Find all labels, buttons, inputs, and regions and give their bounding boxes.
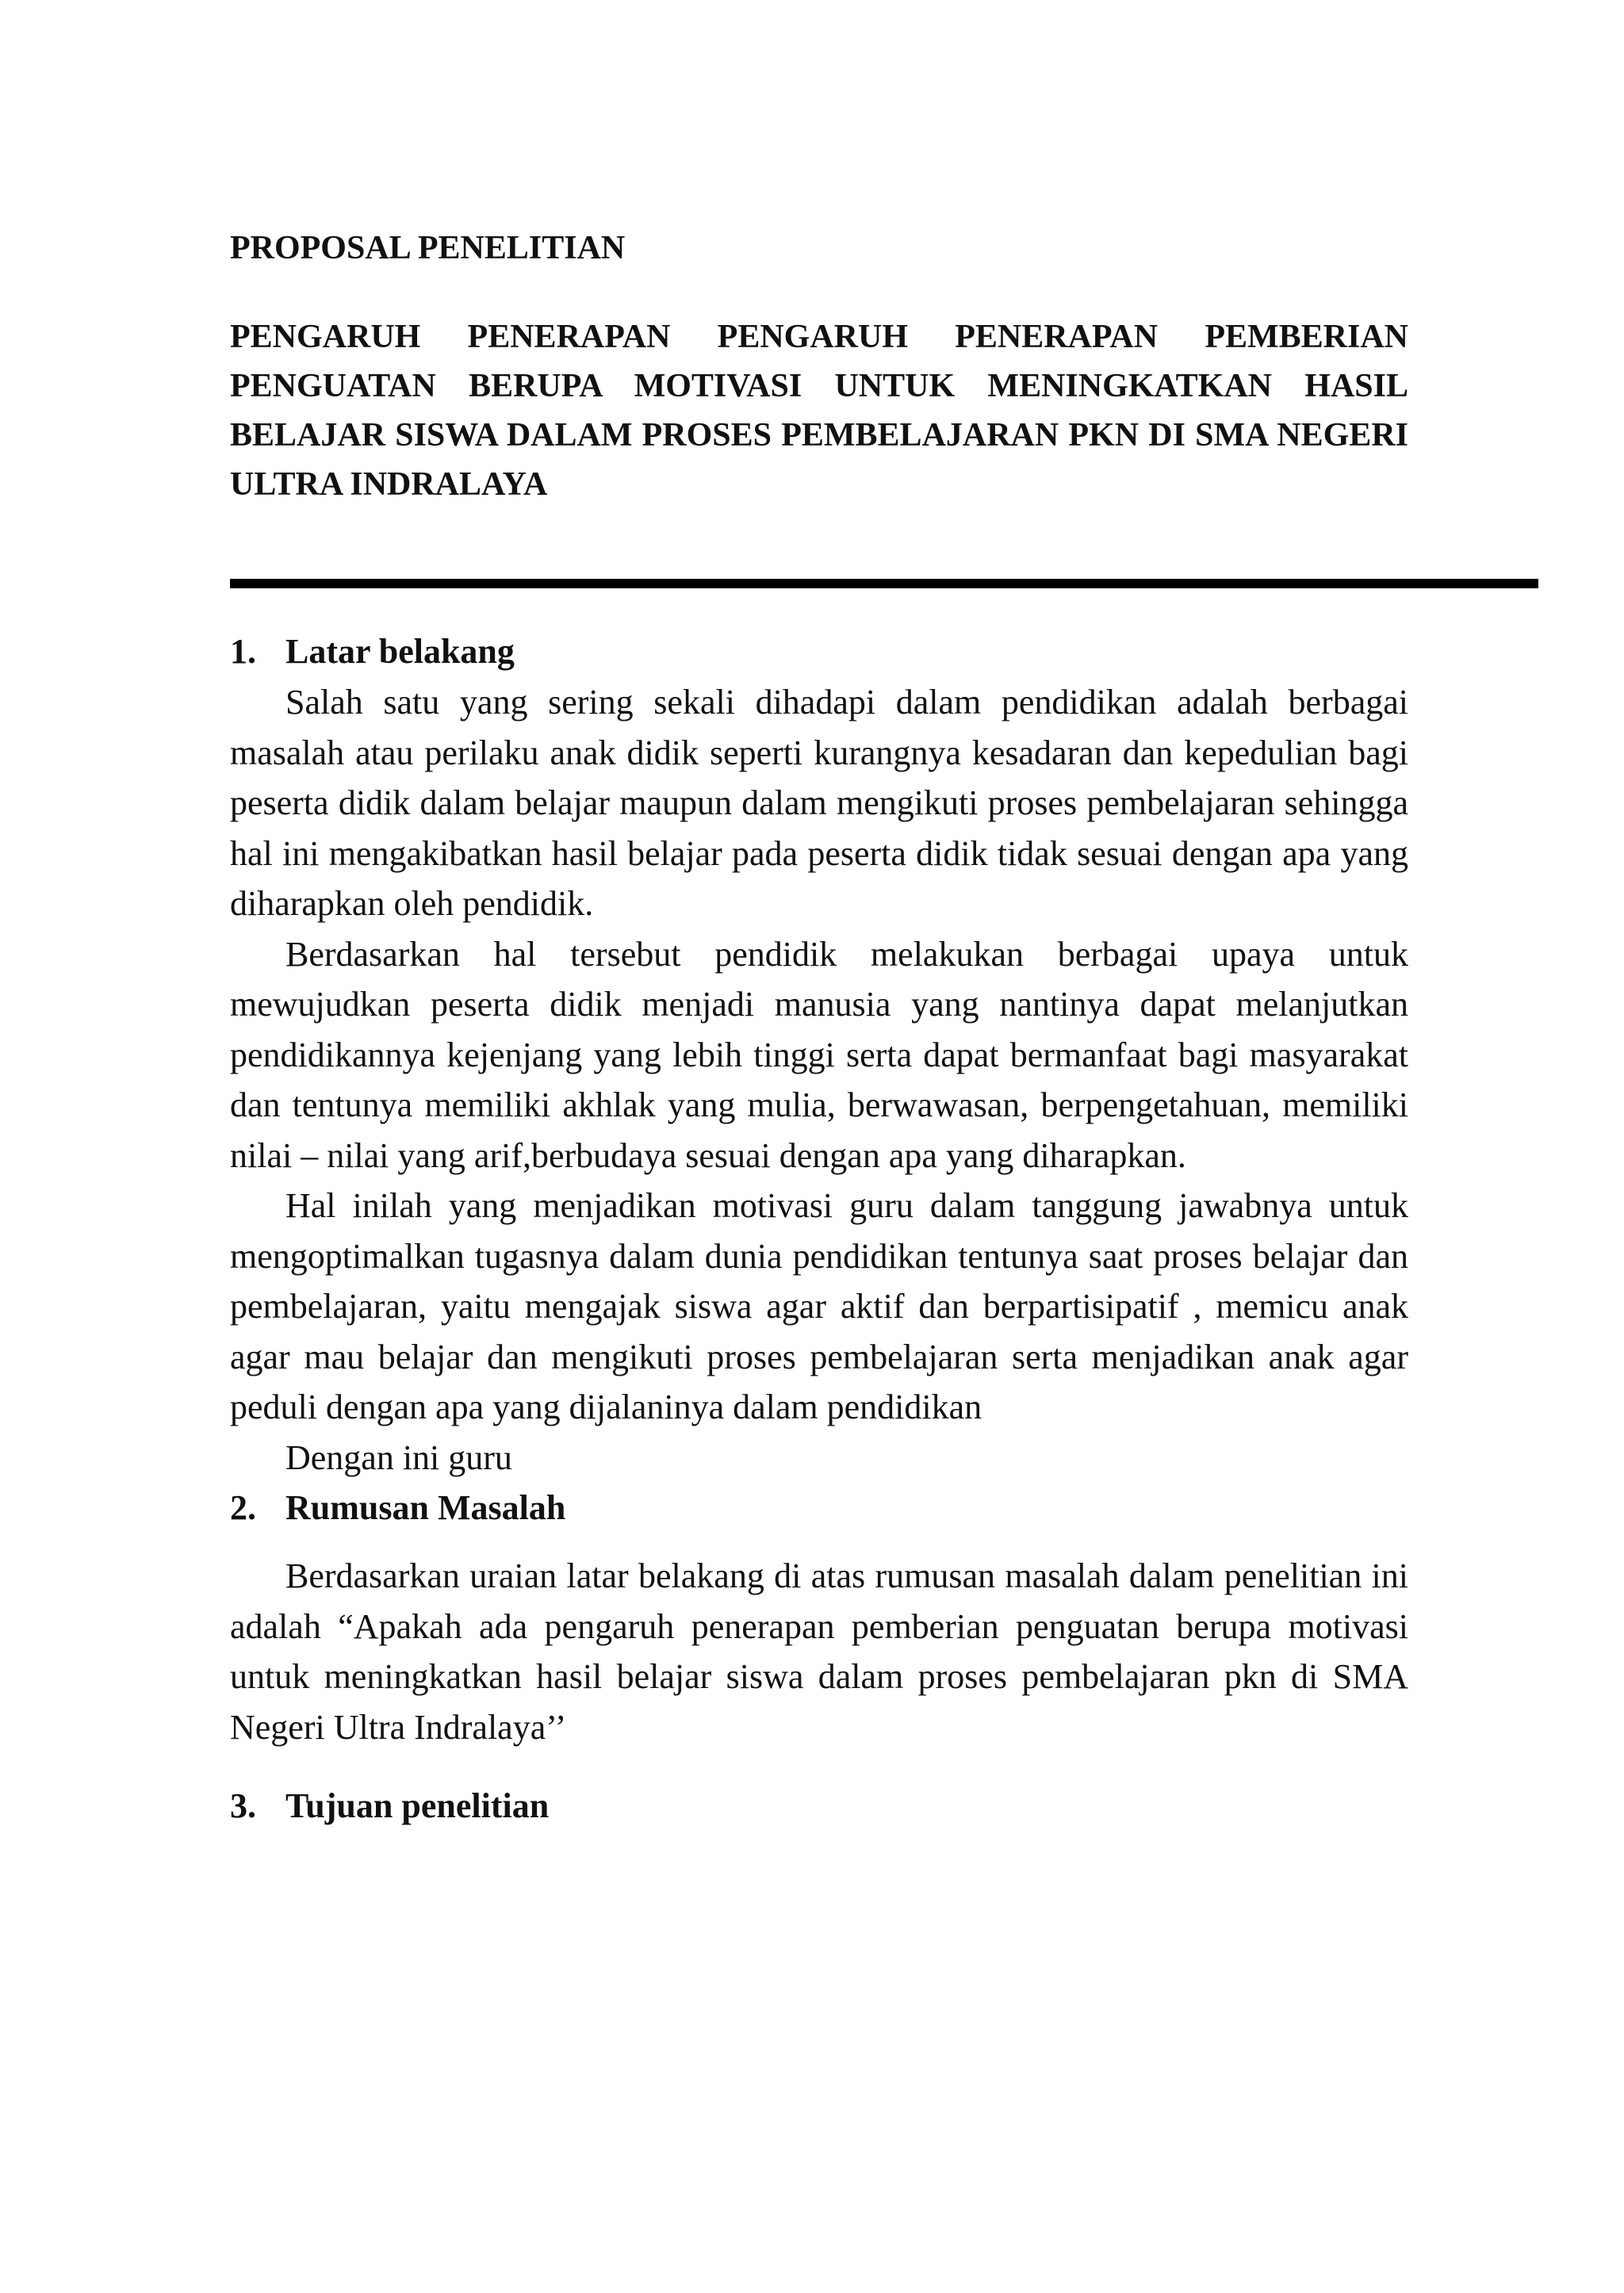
section-title: Latar belakang [285, 632, 515, 671]
paragraph: Berdasarkan uraian latar belakang di atas rumusan masalah dalam penelitian ini adalah “Apakah ada pengaruh penerapan pemberian penguatan berupa motivasi untuk meningkatkan hasil belajar siswa dalam proses pembelajaran pkn di SMA Negeri Ultra Indralaya’’ [230, 1556, 1408, 1747]
paragraph: Hal inilah yang menjadikan motivasi guru dalam tanggung jawabnya untuk mengoptimalkan tugasnya dalam dunia pendidikan tentunya saat proses belajar dan pembelajaran, yaitu mengajak siswa agar aktif dan berpartisipatif , memicu anak agar mau belajar dan mengikuti proses pembelajaran serta menjadikan anak agar peduli dengan apa yang dijalaninya dalam pendidikan [230, 1186, 1408, 1426]
section-latar-belakang [230, 626, 1408, 1483]
section-heading [230, 1781, 1408, 1832]
section-tujuan-penelitian [230, 1781, 1408, 1832]
section-title: Rumusan Masalah [285, 1488, 566, 1527]
document-body [230, 626, 1408, 1832]
section-number: 2. [230, 1488, 256, 1527]
section-number: 3. [230, 1786, 256, 1825]
section-rumusan-masalah [230, 1483, 1408, 1752]
section-heading [230, 626, 1408, 677]
document-title: PENGARUH PENERAPAN PENGARUH PENERAPAN PEMBERIAN PENGUATAN BERUPA MOTIVASI UNTUK MENINGKATKAN HASIL BELAJAR SISWA DALAM PROSES PEMBELAJARAN PKN DI SMA NEGERI ULTRA INDRALAYA [230, 319, 1408, 503]
paragraph: Salah satu yang sering sekali dihadapi dalam pendidikan adalah berbagai masalah atau perilaku anak didik seperti kurangnya kesadaran dan kepedulian bagi peserta didik dalam belajar maupun dalam mengikuti proses pembelajaran sehingga hal ini mengakibatkan hasil belajar pada peserta didik tidak sesuai dengan apa yang diharapkan oleh pendidik. [230, 683, 1408, 923]
section-number: 1. [230, 632, 256, 671]
section-title: Tujuan penelitian [285, 1786, 550, 1825]
title-divider [230, 579, 1538, 588]
document-header [230, 224, 1408, 509]
paragraph: Dengan ini guru [285, 1437, 512, 1477]
document-label: PROPOSAL PENELITIAN [230, 230, 626, 266]
paragraph: Berdasarkan hal tersebut pendidik melakukan berbagai upaya untuk mewujudkan peserta didik menjadi manusia yang nantinya dapat melanjutkan pendidikannya kejenjang yang lebih tinggi serta dapat bermanfaat bagi masyarakat dan tentunya memiliki akhlak yang mulia, berwawasan, berpengetahuan, memiliki nilai – nilai yang arif,berbudaya sesuai dengan apa yang diharapkan. [230, 934, 1408, 1175]
section-heading [230, 1483, 1408, 1533]
